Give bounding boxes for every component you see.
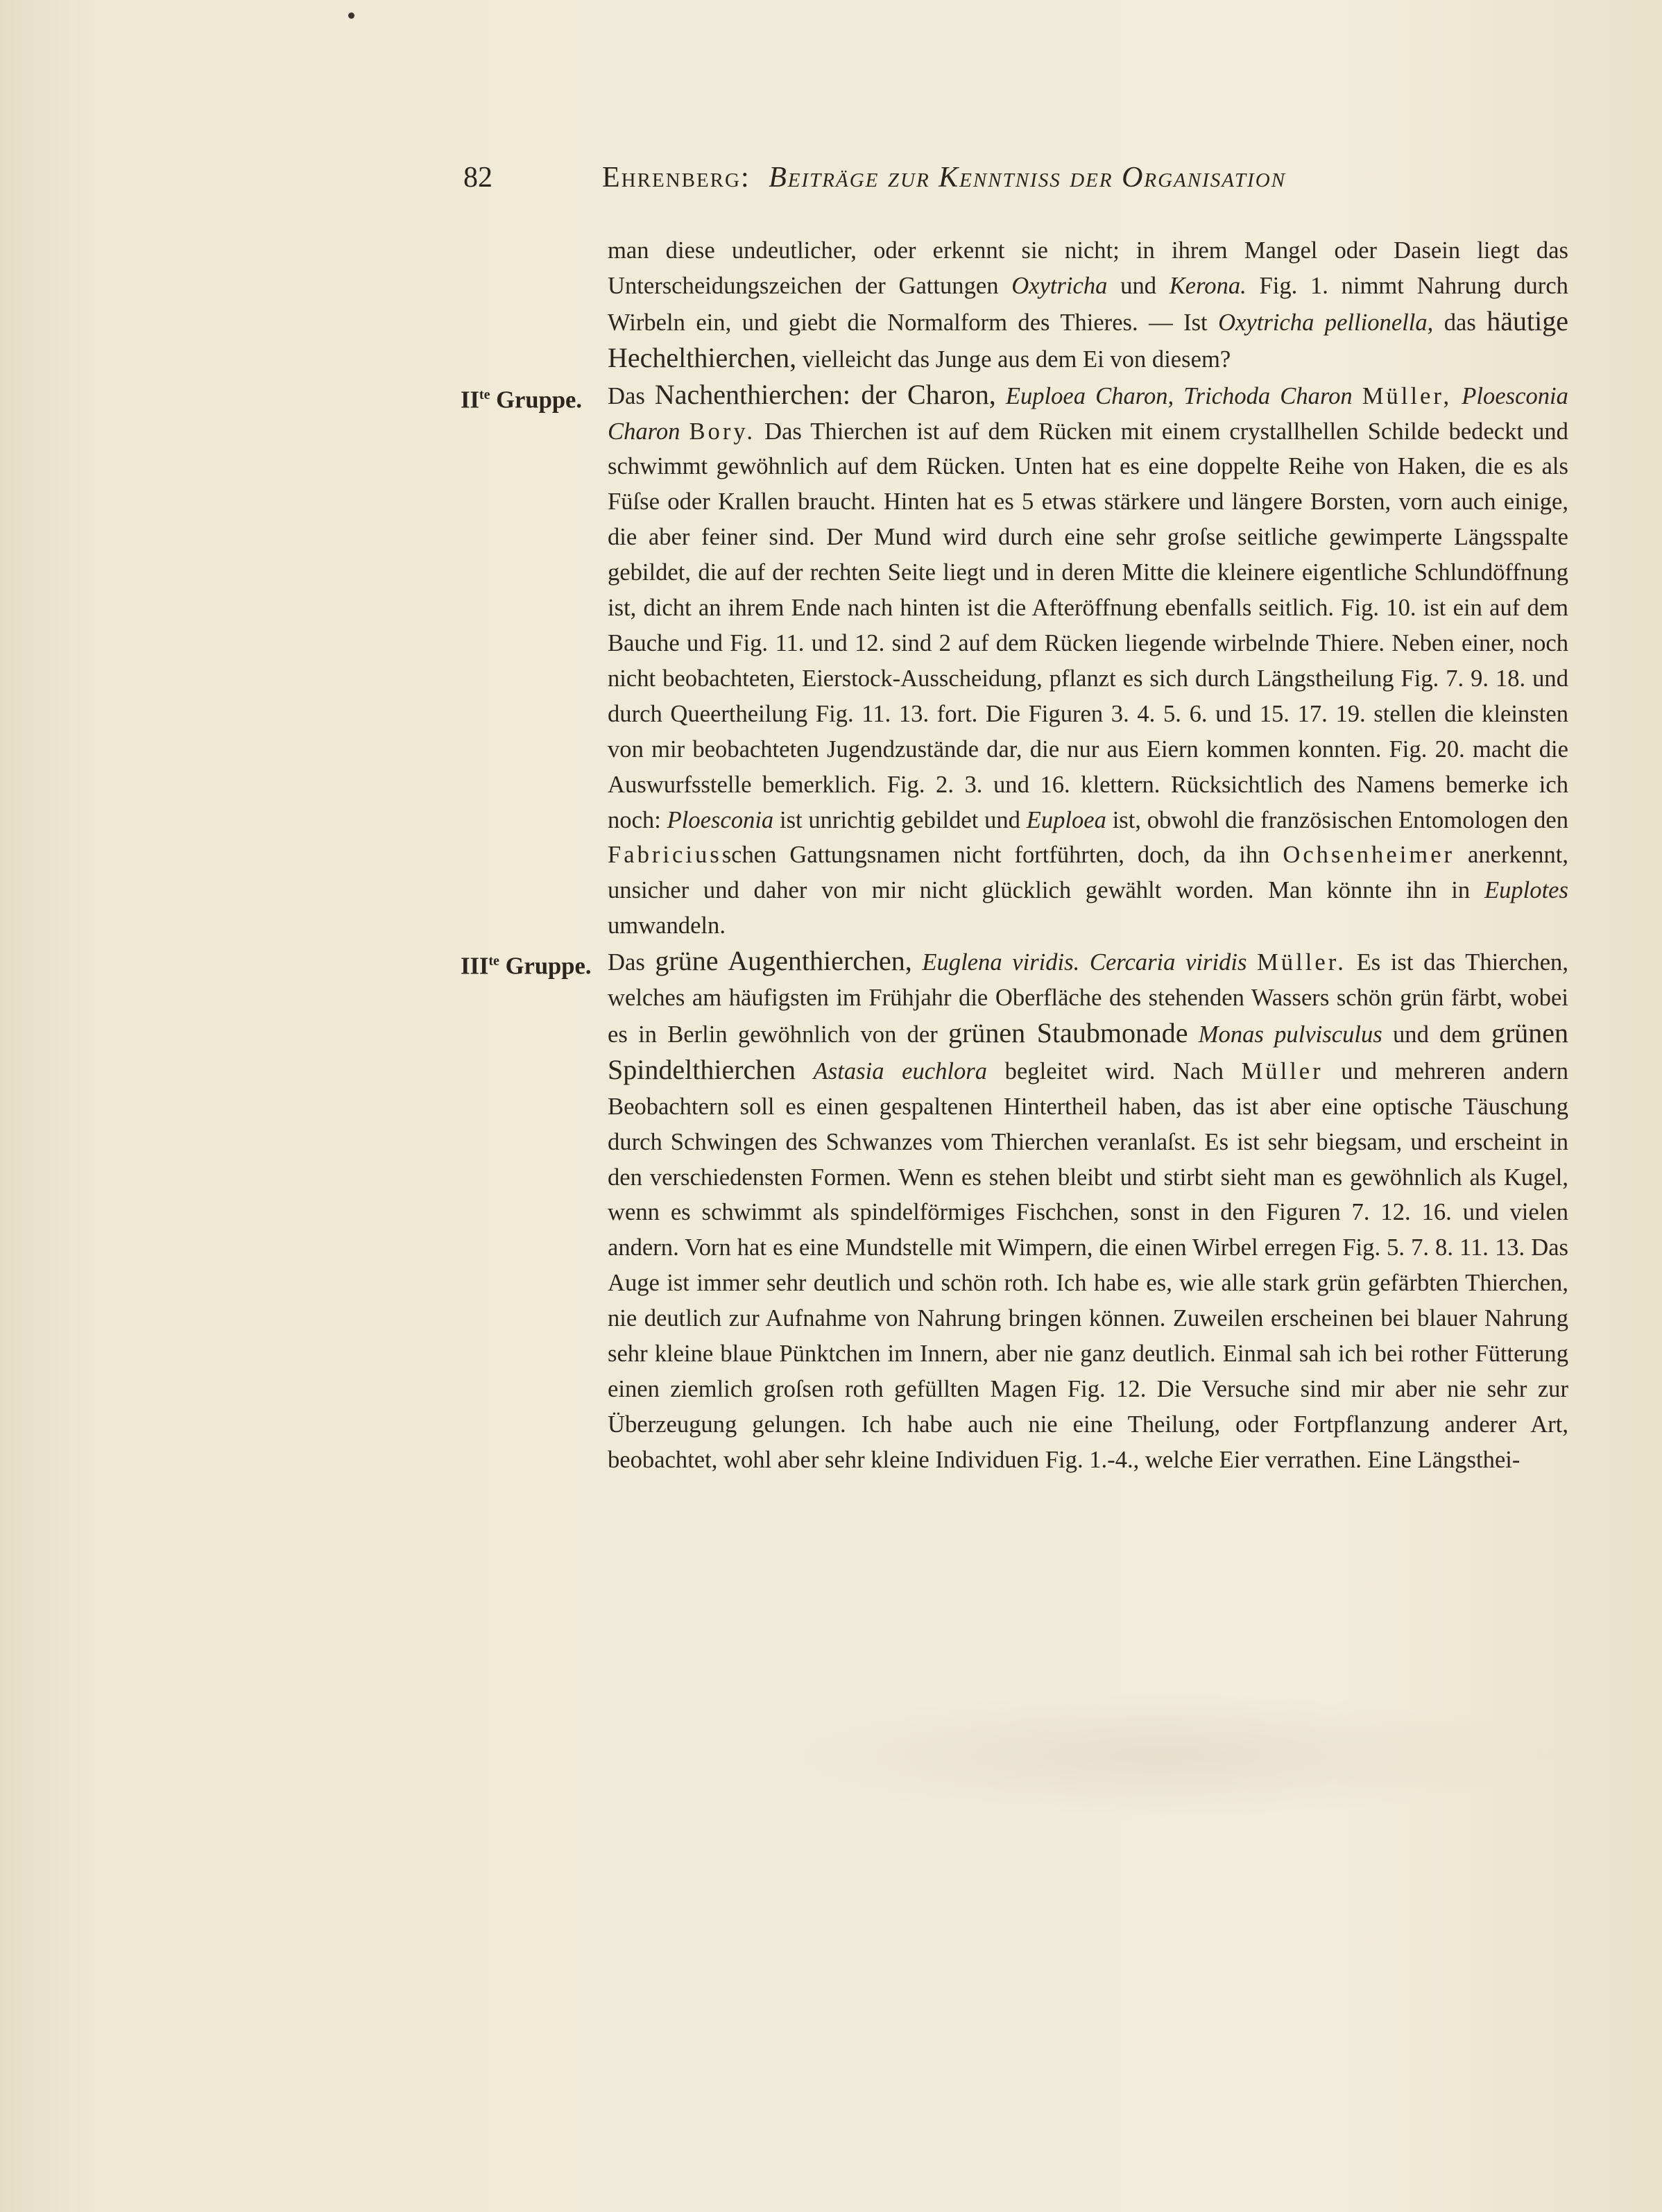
group-2-word: Gruppe. xyxy=(496,386,583,414)
running-header xyxy=(463,158,1414,200)
group-2-label xyxy=(461,377,582,418)
body-text xyxy=(461,233,1569,1478)
g2-text-1: Das xyxy=(608,382,645,409)
intro-text-7: vielleicht das Junge aus dem xyxy=(802,346,1077,373)
g3-text-body: und mehreren andern Beobachtern soll es einen gespaltenen Hintertheil haben, das ist aber eine optische Täuschung durch Schwingen des Schwanzes vom Thierchen veranlaſst. Es ist sehr biegsam, und erscheint in den verschiedensten Formen. Wenn es stehen bleibt und stirbt sieht man es gewöhnlich als Kugel, wenn es schwimmt als spindelförmiges Fischchen, sonst in den Figuren 7. 12. 16. und vielen andern. Vorn hat es eine Mundstelle mit Wimpern, die einen Wirbel erregen Fig. 5. 7. 8. 11. 13. Das Auge ist immer sehr deutlich und schön roth. Ich habe es, wie alle stark grün gefärbten Thierchen, nie deutlich zur Aufnahme von Nahrung bringen können. Zuweilen erscheinen bei blauer Nahrung sehr kleine blaue Pünktchen im Innern, aber nie ganz deutlich. Einmal sah ich bei rother Fütterung einen ziemlich groſsen roth gefüllten Magen Fig. 12. Die Versuche sind mir aber nie sehr zur Überzeugung gelungen. Ich habe auch nie eine Theilung, oder Fortpflanzung anderer Art, beobachtet, wohl aber sehr kleine Individuen Fig. 1.-4., welche Eier verrathen. Eine Längsthei- xyxy=(608,1057,1569,1473)
g3-common-staubmonade: grünen Staubmonade xyxy=(948,1016,1188,1048)
g2-author-ochsenheimer: Ochsenheimer xyxy=(1283,842,1455,869)
group-2-number: II xyxy=(461,386,479,414)
intro-text-6: das xyxy=(1443,309,1476,336)
header-title: Beiträge zur Kenntniſs der Organisation xyxy=(769,162,1286,194)
g3-author-mueller-2: Müller xyxy=(1241,1057,1323,1084)
g2-text-6: umwandeln. xyxy=(608,912,726,939)
header-author: Ehrenberg xyxy=(602,162,741,194)
intro-paragraph xyxy=(608,233,1568,377)
intro-text-1: man diese undeutlicher, oder erkennt sie nicht; in ihrem Mangel oder Dasein liegt xyxy=(608,237,1520,264)
group-3-paragraph xyxy=(461,944,1569,1478)
group-2-paragraph xyxy=(461,377,1568,944)
g2-genus-euploea: Euploea xyxy=(1026,806,1106,833)
g2-text-4: schen Gattungsnamen nicht fortführten, doch, da ihn xyxy=(721,842,1270,869)
g3-species-names: Euglena viridis. Cercaria viridis xyxy=(922,949,1247,976)
g2-genus-euplotes: Euplotes xyxy=(1484,877,1568,904)
g3-species-astasia: Astasia euchlora xyxy=(813,1057,988,1084)
g3-text-2: Es ist das Thierchen, welches am häufigsten im Frühjahr die Oberfläche des stehenden Wassers schön grün färbt, wobei es in Berlin gewöhnlich von der xyxy=(608,949,1568,1048)
g3-species-monas: Monas pulvisculus xyxy=(1198,1021,1382,1048)
g2-species-names: Euploea Charon, Trichoda Charon xyxy=(1005,382,1353,409)
intro-text-3: und xyxy=(1120,272,1157,299)
g2-common-name: Nachenthierchen: der Charon, xyxy=(654,378,996,410)
g3-text-1: Das xyxy=(608,949,645,976)
intro-text-4: Fig. 1. nimmt xyxy=(1259,272,1404,299)
g2-text-body: Das Thierchen ist auf dem Rücken mit einem crystallhellen Schilde bedeckt und schwimmt gewöhnlich auf dem Rücken. Unten hat es eine doppelte Reihe von Haken, die es als Füſse oder Krallen braucht. Hinten hat es 5 etwas stärkere und längere Borsten, vorn auch einige, die aber feiner sind. Der Mund wird durch eine sehr groſse seitliche gewimperte Längsspalte gebildet, die auf der rechten Seite liegt und in deren Mitte die kleinere eigentliche Schlundöffnung ist, dicht an ihrem Ende nach hinten ist die Afteröffnung ebenfalls seitlich. Fig. 10. ist ein auf dem Bauche und Fig. 11. und 12. sind 2 auf dem Rücken liegende wirbelnde Thiere. Neben einer, noch nicht beobachteten, Eierstock-Ausscheidung, pflanzt es sich durch Längstheilung Fig. 7. 9. 18. und durch Queertheilung Fig. 11. 13. fort. Die Figuren 3. 4. 5. 6. und 15. 17. 19. stellen die kleinsten von mir beobachteten Jugendzustände dar, die nur aus Eiern kommen konnten. Fig. 20. macht die Auswurfsstelle bemerklich. Fig. 2. 3. und 16. klettern. Rücksichtlich des Namens bemerke ich noch: xyxy=(608,418,1568,833)
g3-text-4: begleitet wird. Nach xyxy=(1004,1057,1224,1084)
group-3-label xyxy=(461,944,592,984)
g3-common-name: grüne Augenthierchen, xyxy=(655,945,912,977)
g2-species-ploesconia: Ploesconia Charon xyxy=(608,382,1568,445)
group-3-sup: te xyxy=(488,953,499,969)
g2-genus-ploesconia: Ploesconia xyxy=(667,806,774,833)
page-number: 82 xyxy=(463,162,492,194)
genus-oxytricha: Oxytricha xyxy=(1011,272,1108,299)
show-through-shadow xyxy=(763,1693,1561,1818)
common-name-hechelthierchen: häutige Hechelthierchen, xyxy=(608,305,1569,373)
g3-common-spindelthierchen: grünen Spindelthierchen xyxy=(608,1016,1569,1085)
genus-kerona: Kerona. xyxy=(1169,272,1246,299)
g3-author-mueller: Müller. xyxy=(1257,949,1346,976)
g2-author-mueller: Müller, xyxy=(1362,382,1453,409)
intro-text-2: das Unterscheidungszeichen der Gattungen xyxy=(608,237,1568,299)
intro-text-5: Nahrung durch Wirbeln ein, und giebt die Normalform des Thieres. — Ist xyxy=(608,272,1568,336)
g3-text-3: und dem xyxy=(1393,1021,1481,1048)
g2-text-5: anerkennt, unsicher und daher von mir nicht glücklich gewählt worden. Man könnte ihn in xyxy=(608,842,1568,904)
species-oxytricha-pellionella: Oxytricha pellionella, xyxy=(1218,309,1434,336)
intro-text-8: Ei von diesem? xyxy=(1083,346,1231,373)
g2-author-bory: Bory. xyxy=(689,418,756,445)
g2-text-2: ist unrichtig gebildet und xyxy=(779,806,1020,833)
group-3-word: Gruppe. xyxy=(505,953,592,980)
g2-author-fabricius: Fabricius xyxy=(608,842,722,869)
header-author-title xyxy=(602,161,1286,194)
group-2-sup: te xyxy=(479,386,490,402)
g2-text-3: ist, obwohl die französischen Entomologen den xyxy=(1112,806,1568,833)
ink-speck xyxy=(348,12,354,19)
header-separator: : xyxy=(740,162,751,194)
group-3-number: III xyxy=(461,953,489,980)
